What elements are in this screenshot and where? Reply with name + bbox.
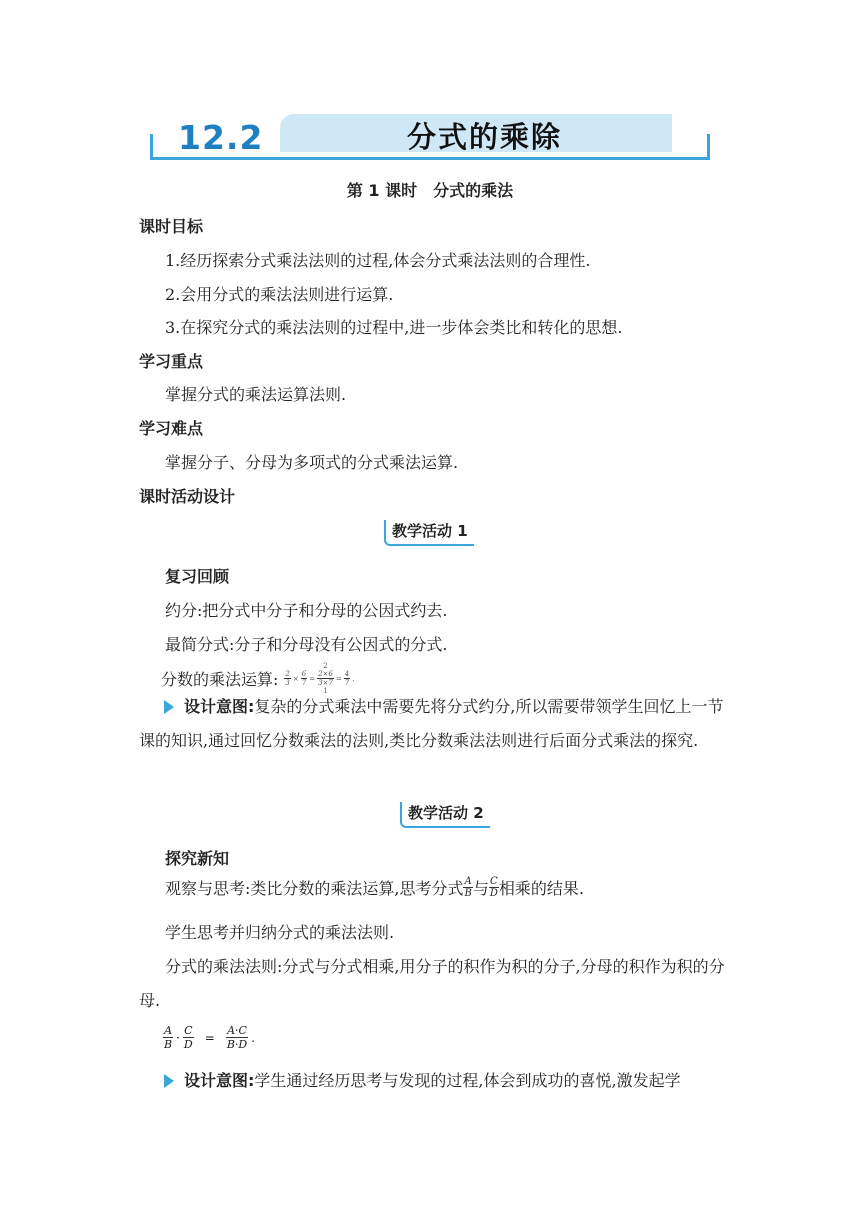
key-points-text: 掌握分式的乘法运算法则. — [165, 385, 347, 404]
difficulty-heading: 学习难点 — [139, 419, 204, 438]
difficulty-text: 掌握分子、分母为多项式的分式乘法运算. — [165, 453, 459, 472]
fraction-a-over-b: $\frac{A}{B}$ — [464, 876, 472, 899]
goals-heading: 课时目标 — [139, 217, 204, 236]
multiplication-rule: 分式的乘法法则:分式与分式相乘,用分子的积作为积的分子,分母的积作为积的分母. — [139, 957, 725, 1010]
review-heading: 复习回顾 — [165, 567, 230, 586]
fraction-c-over-d: $\frac{C}{D}$ — [489, 876, 498, 899]
activity-2-label: 教学活动 2 — [400, 802, 490, 828]
fraction-multiplication-label: 分数的乘法运算: — [161, 670, 279, 689]
goal-item-1: 1.经历探索分式乘法法则的过程,体会分式乘法法则的合理性. — [165, 251, 591, 270]
design-intent-text: 学生通过经历思考与发现的过程,体会到成功的喜悦,激发起学 — [254, 1071, 681, 1090]
goal-item-2: 2.会用分式的乘法法则进行运算. — [165, 285, 394, 304]
design-intent-text: 复杂的分式乘法中需要先将分式约分,所以需要带领学生回忆上一节课的知识,通过回忆分数乘法的法则,类比分数乘法法则进行后面分式乘法的探究. — [139, 697, 724, 750]
activity-design-heading: 课时活动设计 — [139, 487, 236, 506]
lesson-title — [0, 178, 860, 201]
observe-text-mid: 与 — [472, 879, 489, 898]
simplest-fraction-definition: 最简分式:分子和分母没有公因式的分式. — [165, 635, 448, 654]
design-intent-label: 设计意图: — [184, 697, 255, 716]
observe-think-line — [165, 876, 584, 899]
lesson-period: 第 1 课时 — [346, 181, 418, 200]
rule-formula: $\frac{A}{B}$ · $\frac{C}{D}$ = $\frac{A\cdot C}{B\cdot D}$ . — [164, 1024, 256, 1051]
observe-text-before: 观察与思考:类比分数的乘法运算,思考分式 — [165, 879, 464, 898]
observe-text-after: 相乘的结果. — [498, 879, 584, 898]
key-points-heading: 学习重点 — [139, 352, 204, 371]
reduce-definition: 约分:把分式中分子和分母的公因式约去. — [165, 601, 448, 620]
design-intent-label: 设计意图: — [184, 1071, 255, 1090]
explore-heading: 探究新知 — [165, 849, 230, 868]
goal-item-3: 3.在探究分式的乘法法则的过程中,进一步体会类比和转化的思想. — [165, 318, 623, 337]
activity-2-design-intent — [139, 1064, 737, 1098]
lesson-topic: 分式的乘法 — [433, 181, 514, 200]
fraction-example: $\frac{2}{3}$ × $\frac{6}{7}$ = 2 $\frac{2\times 6}{3\times 7}$ 1 = $\frac{4}{7}$ . — [285, 662, 355, 695]
summarize-rule-text: 学生思考并归纳分式的乘法法则. — [165, 923, 395, 942]
section-number: 12.2 — [178, 118, 264, 157]
section-title: 分式的乘除 — [407, 120, 563, 154]
activity-1-design-intent — [139, 690, 737, 758]
activity-1-label: 教学活动 1 — [384, 520, 474, 546]
